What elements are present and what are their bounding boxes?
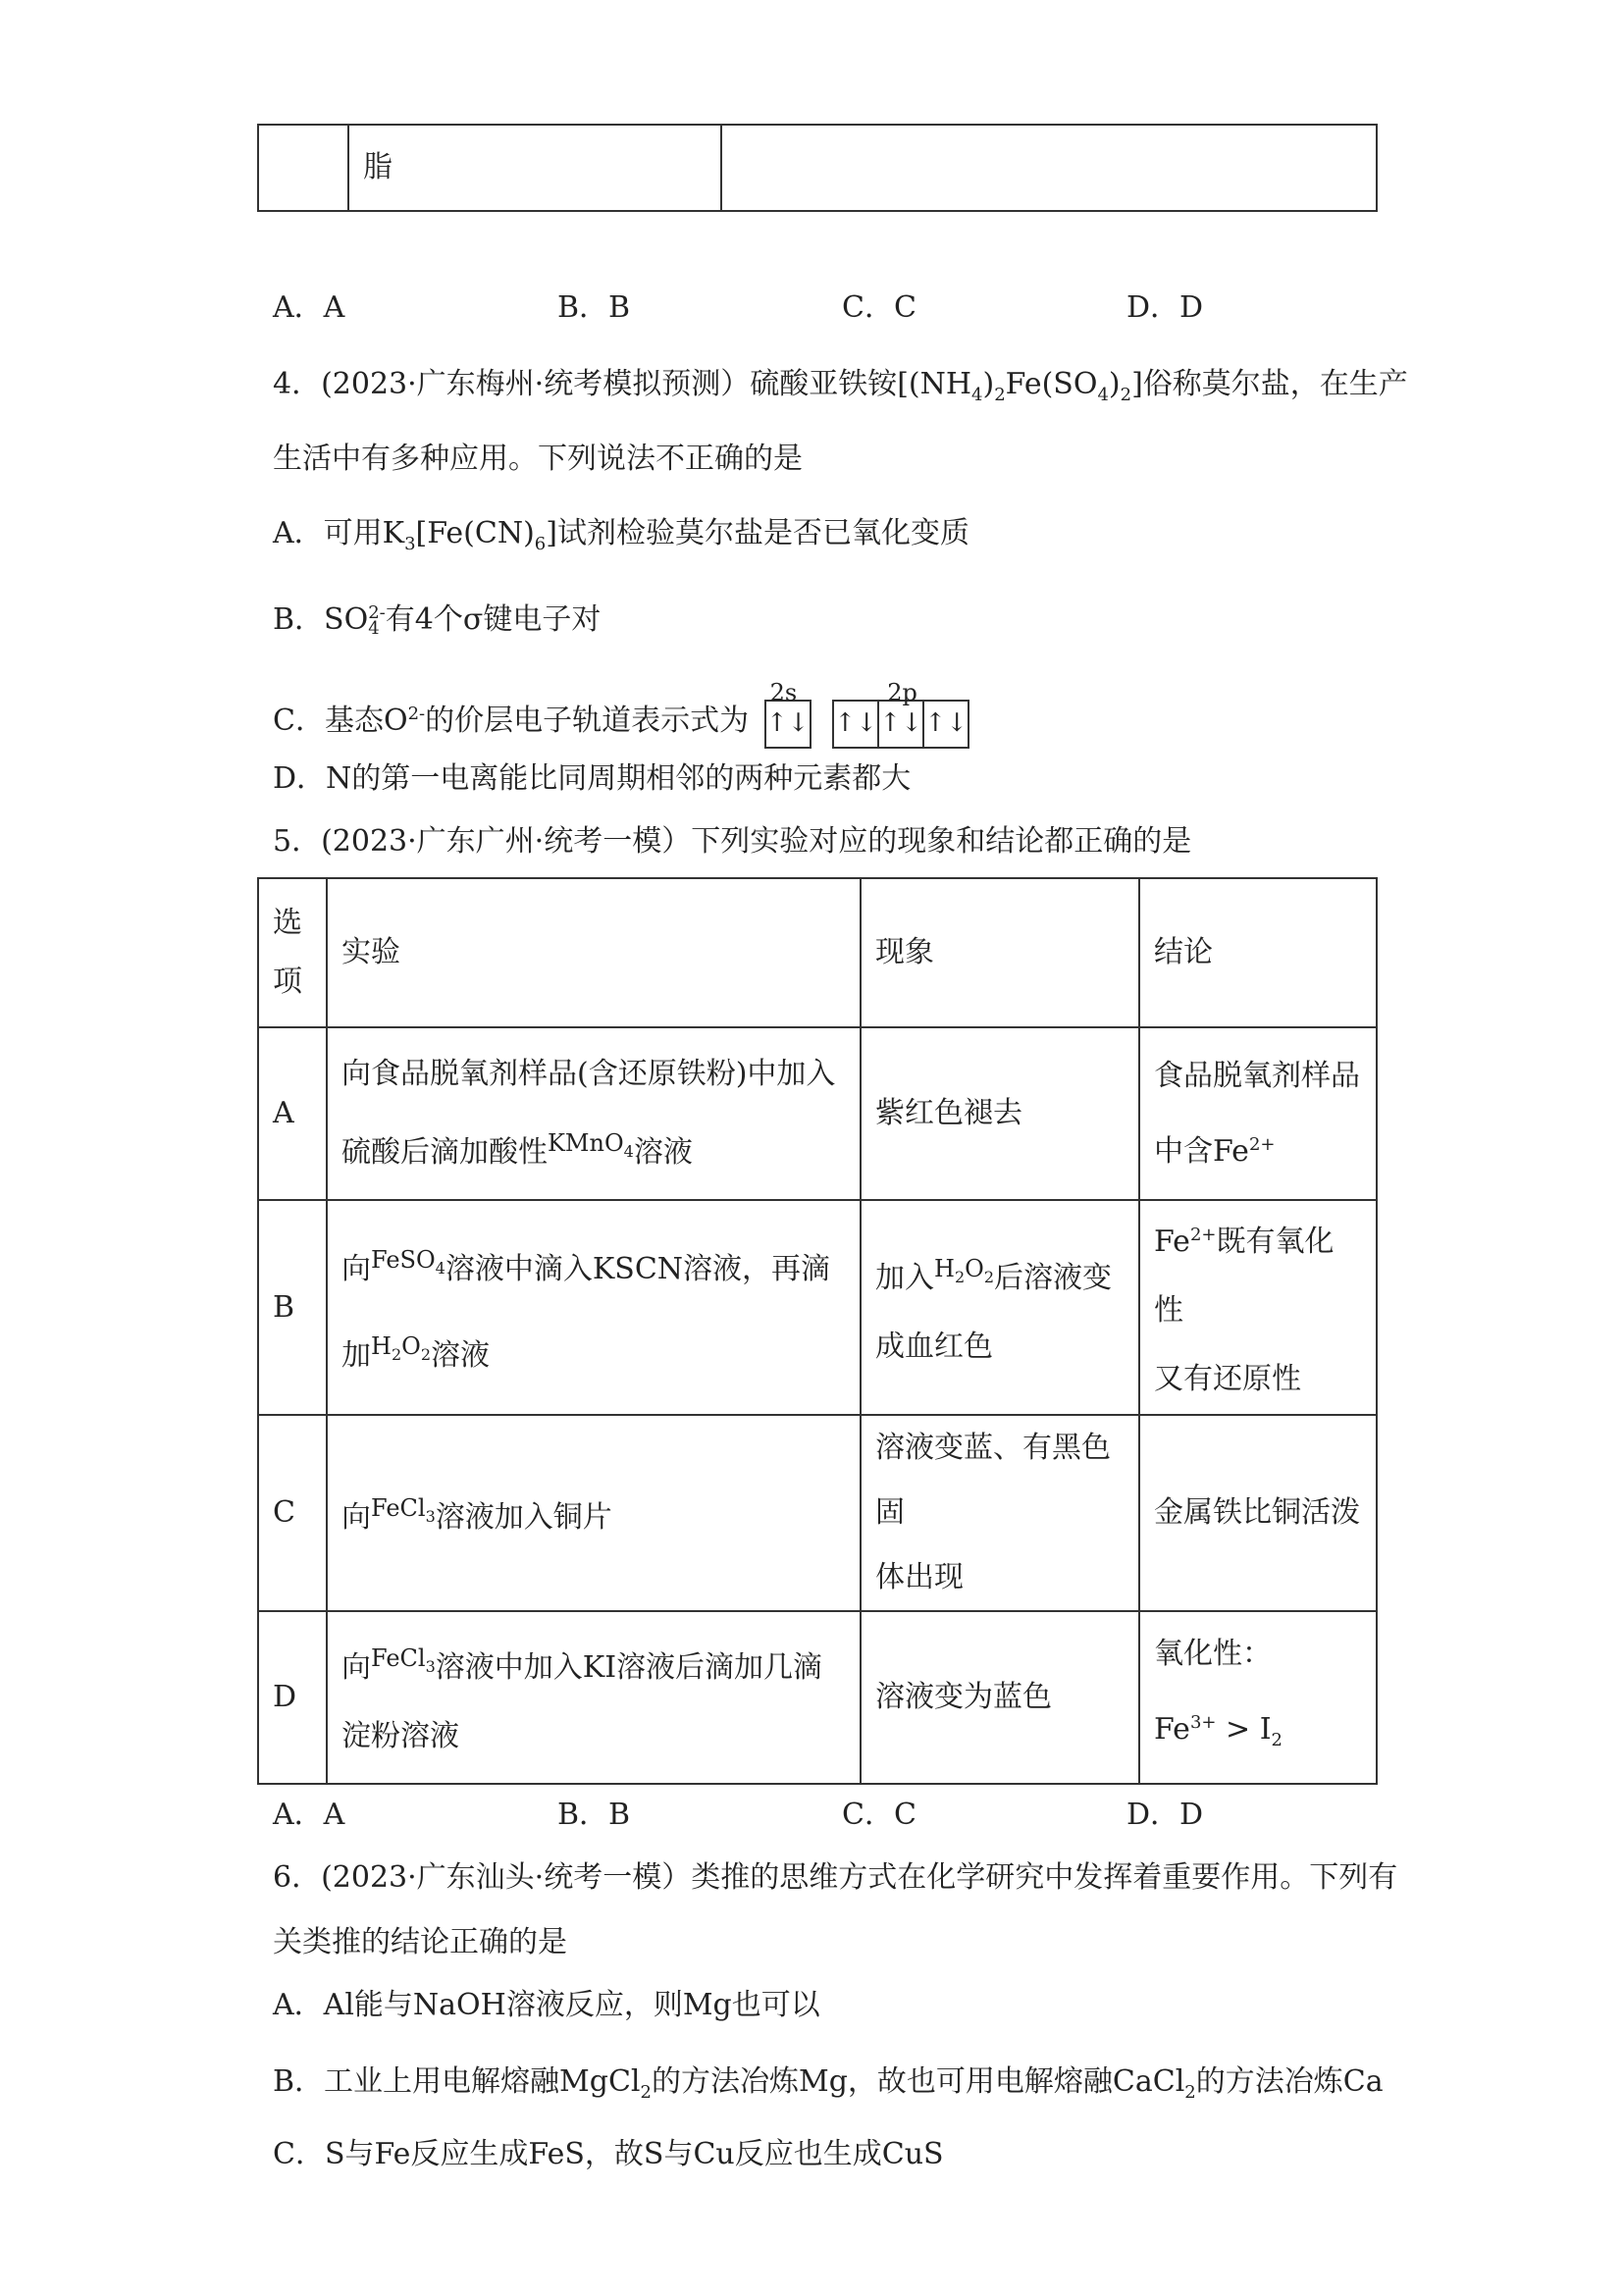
- q3-option-b: B．B: [557, 290, 631, 325]
- q3-option-c: C．C: [842, 290, 916, 325]
- q5-header-phenomenon: 现象: [861, 878, 1139, 1027]
- top-table-fragment: [257, 124, 1378, 212]
- q5-row-a-phenomenon: 紫红色褪去: [861, 1027, 1139, 1200]
- q5-option-a: A．A: [273, 1798, 345, 1832]
- orbital-2s-label: 2s: [769, 678, 798, 706]
- q5-header-row: [258, 878, 1377, 1027]
- orbital-2p-box-3: ↑↓: [922, 700, 969, 749]
- orbital-2p-label: 2p: [887, 678, 917, 706]
- q5-stem: 5．(2023·广东广州·统考一模）下列实验对应的现象和结论都正确的是: [273, 824, 1192, 859]
- q5-row-a-experiment: 向食品脱氧剂样品(含还原铁粉)中加入 硫酸后滴加酸性$^{KMnO_4}$溶液: [327, 1027, 861, 1200]
- orbital-2p-group: [832, 678, 968, 749]
- q5-row-c: [258, 1415, 1377, 1611]
- top-table-cell-2: 脂: [348, 125, 721, 211]
- orbital-2p-box-2: ↑↓: [877, 700, 924, 749]
- q5-row-c-option: C: [258, 1415, 327, 1611]
- q5-table: [257, 877, 1378, 1785]
- top-table-cell-3: [721, 125, 1377, 211]
- q5-row-d-experiment: 向$^{FeCl_3}$溶液中加入KI溶液后滴加几滴 淀粉溶液: [327, 1611, 861, 1784]
- orbital-2s-box: ↑↓: [764, 700, 812, 749]
- q5-row-b-option: B: [258, 1200, 327, 1415]
- top-table-cell-1: [258, 125, 348, 211]
- q3-option-a: A．A: [273, 290, 345, 325]
- q3-option-d: D．D: [1126, 290, 1204, 325]
- q6-option-a: A．Al能与NaOH溶液反应，则Mg也可以: [273, 1988, 820, 2022]
- q5-header-conclusion: 结论: [1139, 878, 1377, 1027]
- q6-stem-line1: 6．(2023·广东汕头·统考一模）类推的思维方式在化学研究中发挥着重要作用。下列有: [273, 1860, 1398, 1895]
- q5-row-c-phenomenon: 溶液变蓝、有黑色固 体出现: [861, 1415, 1139, 1611]
- q5-header-experiment: 实验: [327, 878, 861, 1027]
- q5-row-b: [258, 1200, 1377, 1415]
- q5-row-a-conclusion: 食品脱氧剂样品 中含$Fe^{2+}$: [1139, 1027, 1377, 1200]
- q6-option-c: C．S与Fe反应生成FeS，故S与Cu反应也生成CuS: [273, 2137, 944, 2171]
- q4-option-a: A．可用$K_3[Fe(CN)_6]$试剂检验莫尔盐是否已氧化变质: [273, 516, 969, 554]
- q5-row-d: [258, 1611, 1377, 1784]
- q5-row-a: [258, 1027, 1377, 1200]
- q4-option-d: D．N的第一电离能比同周期相邻的两种元素都大: [273, 761, 912, 796]
- q4-option-c: C．基态$O^{2-}$的价层电子轨道表示式为 2s ↑↓ 2p ↑↓↑↓↑↓: [273, 689, 981, 749]
- orbital-2p-box-1: ↑↓: [832, 700, 879, 749]
- q5-options: [273, 1796, 1450, 1835]
- q5-option-c: C．C: [842, 1798, 916, 1832]
- q5-row-c-conclusion: 金属铁比铜活泼: [1139, 1415, 1377, 1611]
- q5-row-c-experiment: 向$^{FeCl_3}$溶液加入铜片: [327, 1415, 861, 1611]
- q5-row-d-conclusion: 氧化性： $Fe^{3+} > I_2$: [1139, 1611, 1377, 1784]
- q5-option-d: D．D: [1126, 1798, 1204, 1832]
- q5-row-a-option: A: [258, 1027, 327, 1200]
- q4-stem-line2: 生活中有多种应用。下列说法不正确的是: [273, 442, 803, 476]
- orbital-diagram: [764, 678, 982, 749]
- orbital-2s-group: [764, 678, 810, 749]
- q4-stem-line1: 4．(2023·广东梅州·统考模拟预测）硫酸亚铁铵$[(NH_4)_2Fe(SO_4)_2]$俗称莫尔盐，在生产: [273, 367, 1408, 405]
- q5-row-d-phenomenon: 溶液变为蓝色: [861, 1611, 1139, 1784]
- q4-option-b: B．SO 2- 4 有4个σ键电子对: [273, 602, 602, 639]
- q5-option-b: B．B: [557, 1798, 631, 1832]
- q5-row-b-phenomenon: 加入$^{H_2O_2}$后溶液变 成血红色: [861, 1200, 1139, 1415]
- q5-header-option: 选 项: [258, 878, 327, 1027]
- q5-row-b-conclusion: $Fe^{2+}$既有氧化性 又有还原性: [1139, 1200, 1377, 1415]
- q6-stem-line2: 关类推的结论正确的是: [273, 1925, 567, 1959]
- q3-options: [273, 288, 1450, 328]
- q5-row-d-option: D: [258, 1611, 327, 1784]
- q5-row-b-experiment: 向$^{FeSO_4}$溶液中滴入KSCN溶液，再滴 加$^{H_2O_2}$溶液: [327, 1200, 861, 1415]
- q6-option-b: B．工业上用电解熔融MgCl$_2$的方法冶炼Mg，故也可用电解熔融CaCl$_2$的方法冶炼Ca: [273, 2064, 1384, 2103]
